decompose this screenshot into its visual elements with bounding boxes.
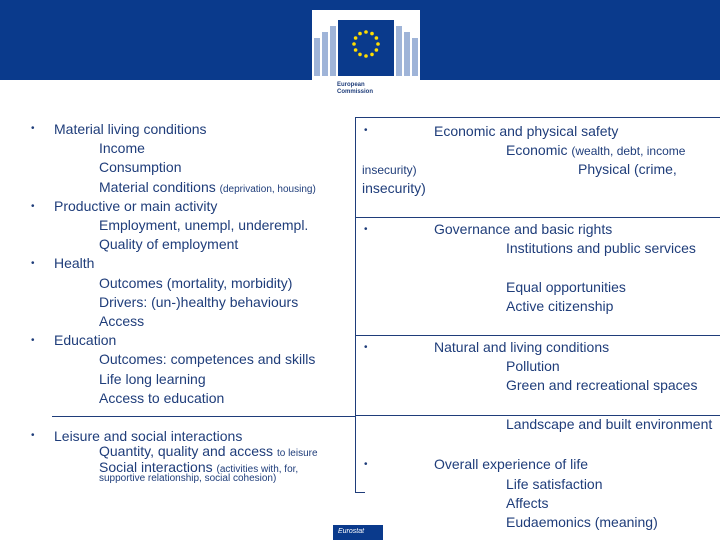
column-divider-foot xyxy=(355,492,365,493)
governance-item: Institutions and public services xyxy=(506,240,696,256)
logo-text xyxy=(337,82,373,96)
natural-title: Natural and living conditions xyxy=(434,339,610,355)
education-title: Education xyxy=(54,332,117,348)
logo-line-2: Commission xyxy=(337,89,374,95)
overall-item: Affects xyxy=(506,495,549,511)
natural-item: Green and recreational spaces xyxy=(506,377,698,393)
bullet-leisure: • xyxy=(31,430,35,441)
left-divider xyxy=(52,416,356,417)
bullet-safety: • xyxy=(364,125,368,136)
overall-item: Life satisfaction xyxy=(506,476,603,492)
safety-item: Physical (crime, xyxy=(578,161,677,177)
bullet-material: • xyxy=(31,123,35,134)
leisure-item-note: (activities with, for, xyxy=(216,464,299,475)
safety-title: Economic and physical safety xyxy=(434,123,619,139)
health-title: Health xyxy=(54,255,95,271)
governance-item: Active citizenship xyxy=(506,298,614,314)
overall-item: Eudaemonics (meaning) xyxy=(506,514,658,530)
commission-building-icon xyxy=(312,10,420,82)
right-divider-2 xyxy=(355,217,720,218)
natural-item: Pollution xyxy=(506,358,560,374)
overall-title: Overall experience of life xyxy=(434,456,589,472)
safety-insecurity-large: insecurity) xyxy=(362,180,426,196)
material-item xyxy=(99,178,316,199)
safety-item xyxy=(506,141,685,161)
material-item-note: (deprivation, housing) xyxy=(219,184,316,195)
logo-line-1: European xyxy=(337,82,365,88)
education-item: Outcomes: competences and skills xyxy=(99,351,316,367)
bullet-education: • xyxy=(31,335,35,346)
column-divider xyxy=(355,117,356,493)
leisure-item-label: Quantity, quality and access xyxy=(99,443,274,459)
governance-title: Governance and basic rights xyxy=(434,221,613,237)
productive-item: Employment, unempl, underempl. xyxy=(99,217,309,233)
right-divider-3 xyxy=(355,335,720,336)
bullet-natural: • xyxy=(364,342,368,353)
education-item: Access to education xyxy=(99,390,225,406)
productive-title: Productive or main activity xyxy=(54,198,218,214)
governance-item: Equal opportunities xyxy=(506,279,626,295)
leisure-item-note: to leisure xyxy=(276,448,318,459)
material-item: Consumption xyxy=(99,159,182,175)
eurostat-logo-text: Eurostat xyxy=(338,528,365,535)
bullet-productive: • xyxy=(31,201,35,212)
material-item-label: Material conditions xyxy=(99,179,216,195)
safety-item-note: (wealth, debt, income xyxy=(571,144,686,158)
bullet-health: • xyxy=(31,258,35,269)
material-title: Material living conditions xyxy=(54,121,207,137)
bullet-governance: • xyxy=(364,224,368,235)
health-item: Drivers: (un-)healthy behaviours xyxy=(99,294,299,310)
leisure-item-continued: supportive relationship, social cohesion) xyxy=(99,473,277,484)
education-item: Life long learning xyxy=(99,371,206,387)
eurostat-logo xyxy=(333,525,383,540)
leisure-item-label: Social interactions xyxy=(99,459,213,475)
health-item: Access xyxy=(99,313,145,329)
right-divider-top xyxy=(355,117,720,118)
material-item: Income xyxy=(99,140,145,156)
bullet-overall: • xyxy=(364,459,368,470)
safety-insecurity-small: insecurity) xyxy=(362,163,417,177)
header-banner xyxy=(0,0,720,112)
leisure-title: Leisure and social interactions xyxy=(54,428,243,444)
natural-item: Landscape and built environment xyxy=(506,416,713,432)
health-item: Outcomes (mortality, morbidity) xyxy=(99,275,293,291)
safety-item-label: Economic xyxy=(506,142,568,158)
productive-item: Quality of employment xyxy=(99,236,239,252)
